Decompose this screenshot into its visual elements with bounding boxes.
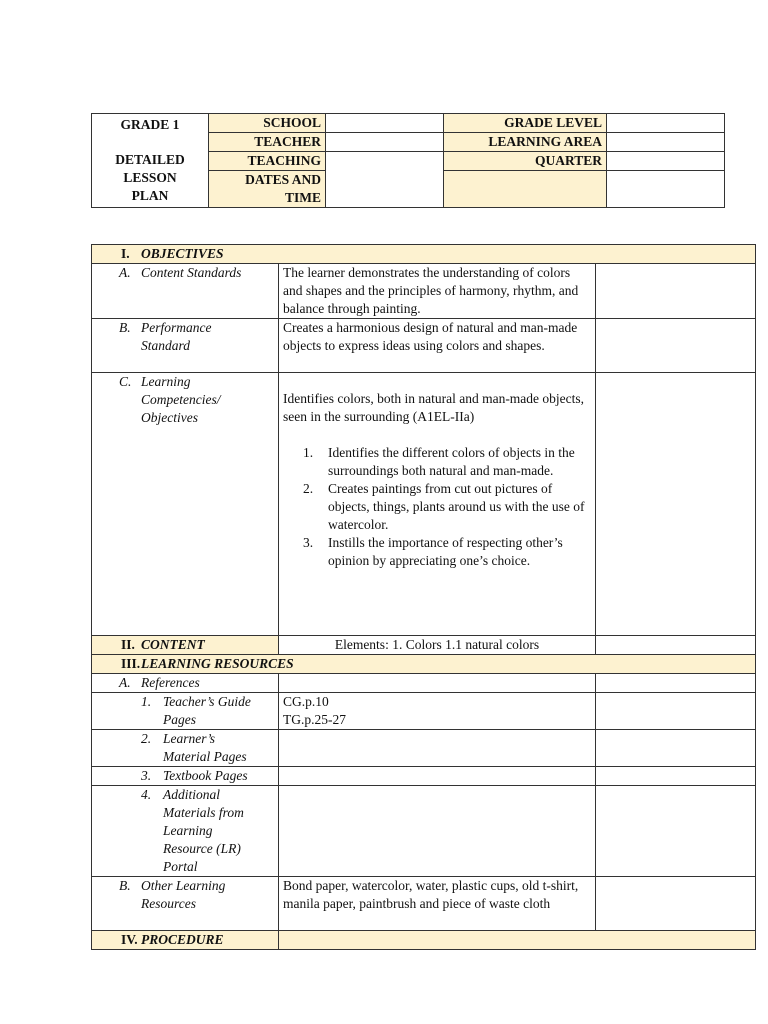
notes-cell[interactable] (596, 373, 756, 636)
section-title: LEARNING RESOURCES (141, 656, 294, 671)
objectives-list (283, 444, 591, 570)
section-number: II. (121, 637, 135, 652)
grade-label: GRADE 1 (120, 117, 180, 132)
lm-pages-field[interactable] (279, 730, 596, 767)
blank-highlight-cell (444, 171, 607, 208)
dates-time-label (209, 171, 326, 208)
section-number: IV. (121, 932, 138, 947)
blank-cell (607, 171, 725, 208)
notes-cell[interactable] (596, 767, 756, 786)
teaching-label: TEACHING (209, 152, 326, 171)
textbook-pages-row (92, 767, 756, 786)
notes-cell[interactable] (596, 264, 756, 319)
additional-materials-field[interactable] (279, 786, 596, 877)
time-label: TIME (284, 190, 321, 205)
performance-standard-text[interactable]: Creates a harmonious design of natural and man-made objects to express ideas using colors and shapes. (283, 320, 578, 353)
section-objectives-row (92, 245, 756, 264)
additional-materials-label: 4. Additional Materials from Learning Resource (LR) Portal (141, 787, 244, 874)
header-table (91, 113, 725, 208)
content-standards-label: A. Content Standards (119, 265, 242, 280)
notes-cell[interactable] (596, 674, 756, 693)
competencies-row (92, 373, 756, 636)
competencies-intro[interactable]: Identifies colors, both in natural and man-made objects, seen in the surrounding (A1EL-IIa) (283, 391, 585, 424)
section-resources-row (92, 655, 756, 674)
learning-area-field[interactable] (607, 133, 725, 152)
teaching-dates-field[interactable] (326, 152, 444, 208)
content-standards-text[interactable]: The learner demonstrates the understanding of colors and shapes and the principles of harmony, rhythm, and balance through painting. (283, 265, 579, 316)
learning-area-label: LEARNING AREA (444, 133, 607, 152)
content-value[interactable]: Elements: 1. Colors 1.1 natural colors (279, 636, 596, 655)
section-title: PROCEDURE (141, 932, 224, 947)
dates-label: DATES AND (245, 172, 321, 187)
teacher-label: TEACHER (209, 133, 326, 152)
plan-title-line: PLAN (131, 188, 169, 203)
textbook-pages-label: 3. Textbook Pages (141, 768, 248, 783)
quarter-label: QUARTER (444, 152, 607, 171)
quarter-field[interactable] (607, 152, 725, 171)
teacher-field[interactable] (326, 133, 444, 152)
objective-item[interactable]: 1. Identifies the different colors of objects in the surroundings both natural and man-made. (303, 445, 575, 478)
section-number: III. (121, 656, 141, 671)
competencies-label: C. Learning Competencies/ Objectives (119, 374, 221, 425)
notes-cell[interactable] (596, 319, 756, 373)
section-title: CONTENT (141, 637, 205, 652)
objective-item[interactable]: 3. Instills the importance of respecting other’s opinion by appreciating one’s choice. (303, 535, 563, 568)
grade-title-cell (92, 114, 209, 208)
other-resources-label: B. Other Learning Resources (119, 878, 226, 911)
grade-level-field[interactable] (607, 114, 725, 133)
notes-cell[interactable] (596, 877, 756, 931)
section-content-row (92, 636, 756, 655)
tg-pages-row (92, 693, 756, 730)
objective-item[interactable]: 2. Creates paintings from cut out pictures of objects, things, plants around us with the use of watercolor. (303, 481, 585, 532)
lm-pages-row (92, 730, 756, 767)
lesson-plan-table (91, 244, 756, 950)
plan-title-line: LESSON (123, 170, 177, 185)
notes-cell[interactable] (596, 786, 756, 877)
other-resources-row (92, 877, 756, 931)
section-procedure-row (92, 931, 756, 950)
notes-cell[interactable] (596, 730, 756, 767)
references-row (92, 674, 756, 693)
section-title: OBJECTIVES (141, 246, 224, 261)
plan-title-line: DETAILED (115, 152, 185, 167)
notes-cell[interactable] (596, 693, 756, 730)
references-field[interactable] (279, 674, 596, 693)
tg-pages-label: 1. Teacher’s Guide Pages (141, 694, 251, 727)
references-label: A. References (119, 675, 200, 690)
content-standards-row (92, 264, 756, 319)
notes-cell[interactable] (596, 636, 756, 655)
additional-materials-row (92, 786, 756, 877)
other-resources-text[interactable]: Bond paper, watercolor, water, plastic cups, old t-shirt, manila paper, paintbrush and piece of waste cloth (283, 878, 579, 911)
school-label: SCHOOL (209, 114, 326, 133)
school-field[interactable] (326, 114, 444, 133)
performance-standard-label: B. Performance Standard (119, 320, 212, 353)
section-number: I. (121, 246, 130, 261)
grade-level-label: GRADE LEVEL (444, 114, 607, 133)
textbook-pages-field[interactable] (279, 767, 596, 786)
lm-pages-label: 2. Learner’s Material Pages (141, 731, 247, 764)
performance-standard-row (92, 319, 756, 373)
tg-pages-value[interactable]: CG.p.10 TG.p.25-27 (279, 693, 596, 730)
procedure-field[interactable] (279, 931, 756, 950)
